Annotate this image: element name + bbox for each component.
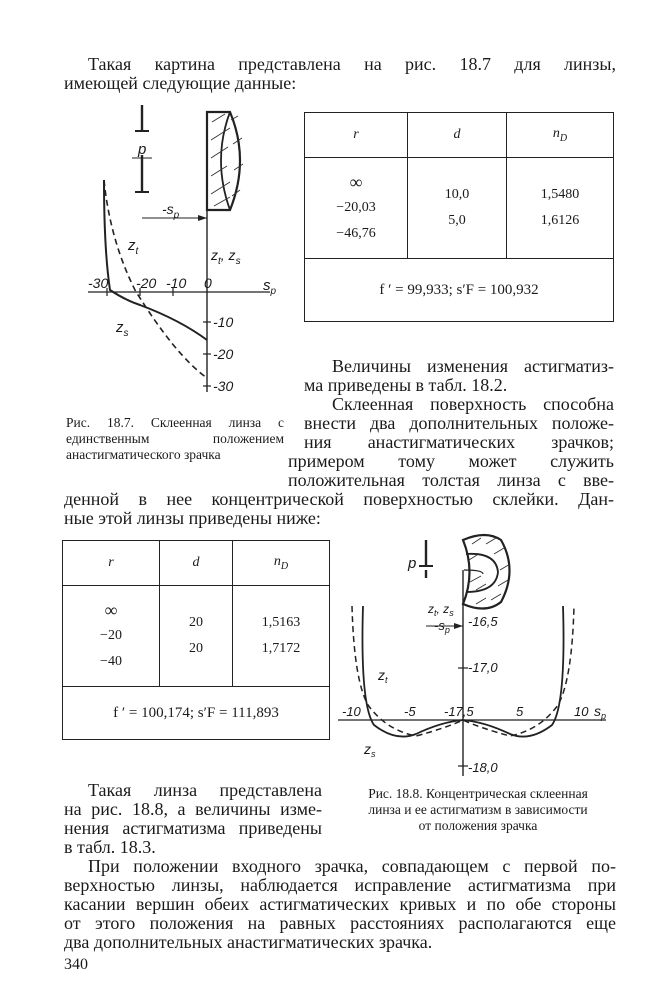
- n-values: 1,5163 1,7172: [233, 586, 330, 687]
- paragraph-line: ния анастигматических зрачков;: [304, 432, 614, 452]
- y-tick-label: -30: [213, 378, 234, 394]
- paragraph-line: Величины изменения астигматиз-: [332, 356, 614, 376]
- page-number: 340: [64, 956, 88, 973]
- y-label: -16,5: [468, 614, 498, 629]
- col-header-d: d: [160, 541, 233, 586]
- r-values: ∞ −20,03 −46,76: [305, 158, 408, 259]
- paragraph-line: верхностью линзы, наблюдается исправление астигматизма при: [64, 875, 616, 895]
- p-label: p: [138, 141, 147, 158]
- paragraph-line: При положении входного зрачка, совпадающем с первой по-: [88, 856, 616, 876]
- lens-data-table-1: [304, 112, 614, 322]
- zt-label: $z_t$: [128, 237, 139, 257]
- table-footer: f ′ = 100,174; s′F = 111,893: [63, 687, 330, 740]
- concentric-lens-drawing: [463, 535, 510, 609]
- table-footer: f ′ = 99,933; s′F = 100,932: [305, 259, 614, 322]
- x-tick-label: -10: [166, 275, 187, 291]
- paragraph-line: ные этой линзы приведены ниже:: [64, 508, 321, 528]
- d-values: 10,0 5,0: [408, 158, 507, 259]
- paragraph-line: примером тому может служить: [288, 451, 614, 471]
- y-label: -18,0: [468, 760, 498, 775]
- paragraph-line: от этого положения на равных расстояниях располагаются еще: [64, 913, 616, 933]
- x-tick-label: -30: [88, 275, 109, 291]
- x-tick-label: 5: [516, 704, 524, 719]
- y-tick-label: -10: [213, 314, 234, 330]
- col-header-r: r: [305, 113, 408, 158]
- figure-18-8: [336, 530, 616, 778]
- figure-18-7-caption: Рис. 18.7. Склеенная линза с единственным положением анастигматического зрачка: [66, 415, 284, 462]
- paragraph-line: нения астигматизма приведены: [64, 818, 322, 838]
- sp-label: $-s_p$: [434, 618, 450, 635]
- paragraph-line: внести два дополнительных положе-: [304, 413, 614, 433]
- x-tick-label: -5: [404, 704, 416, 719]
- x-tick-label: 10: [574, 704, 589, 719]
- paragraph-line: денной в нее концентрической поверхностью склейки. Дан-: [64, 489, 614, 509]
- zs-label: $z_s$: [116, 319, 129, 339]
- n-values: 1,5480 1,6126: [507, 158, 614, 259]
- y-tick-label: -20: [213, 346, 234, 362]
- col-header-n: $n_D$: [507, 113, 614, 158]
- paragraph-line: положительная толстая линза с вве-: [288, 470, 614, 490]
- y-label: -17,5: [444, 704, 474, 719]
- d-values: 20 20: [160, 586, 233, 687]
- lens-data-table-2: [62, 540, 330, 740]
- lens-drawing: [207, 112, 243, 210]
- col-header-d: d: [408, 113, 507, 158]
- zs-label: $z_s$: [364, 741, 376, 759]
- intro-line-2: имеющей следующие данные:: [64, 73, 297, 93]
- axis-s-label: $s_p$: [263, 277, 277, 297]
- intro-line-1: Такая картина представлена на рис. 18.7 для линзы,: [88, 54, 616, 74]
- axis-s-label: $s_p$: [594, 703, 607, 721]
- col-header-n: $n_D$: [233, 541, 330, 586]
- zs-curve: [104, 180, 207, 340]
- figure-18-8-caption: Рис. 18.8. Концентрическая склеенная линза и ее астигматизм в зависимости от положения зрачка: [368, 786, 588, 833]
- paragraph-line: в табл. 18.3.: [64, 837, 156, 857]
- paragraph-line: два дополнительных анастигматических зрачка.: [64, 932, 433, 952]
- paragraph-line: Склеенная поверхность способна: [332, 394, 614, 414]
- x-tick-label: 0: [204, 275, 212, 291]
- col-header-r: r: [63, 541, 160, 586]
- paragraph-line: касании вершин обеих астигматических кривых и по обе стороны: [64, 894, 616, 914]
- axis-z-label: $z_t$, $z_s$: [211, 247, 241, 267]
- zt-label: $z_t$: [378, 667, 388, 685]
- sp-label: $-s_p$: [162, 201, 180, 221]
- y-label: -17,0: [468, 660, 498, 675]
- paragraph-line: на рис. 18.8, а величины изме-: [64, 799, 322, 819]
- paragraph-line: Такая линза представлена: [88, 780, 322, 800]
- ztzs-label: $z_t$, $z_s$: [428, 602, 454, 618]
- figure-18-7: [80, 100, 300, 410]
- x-tick-label: -10: [342, 704, 361, 719]
- paragraph-line: ма приведены в табл. 18.2.: [304, 375, 508, 395]
- r-values: ∞ −20 −40: [63, 586, 160, 687]
- p-label: p: [408, 555, 417, 572]
- x-tick-label: -20: [136, 275, 157, 291]
